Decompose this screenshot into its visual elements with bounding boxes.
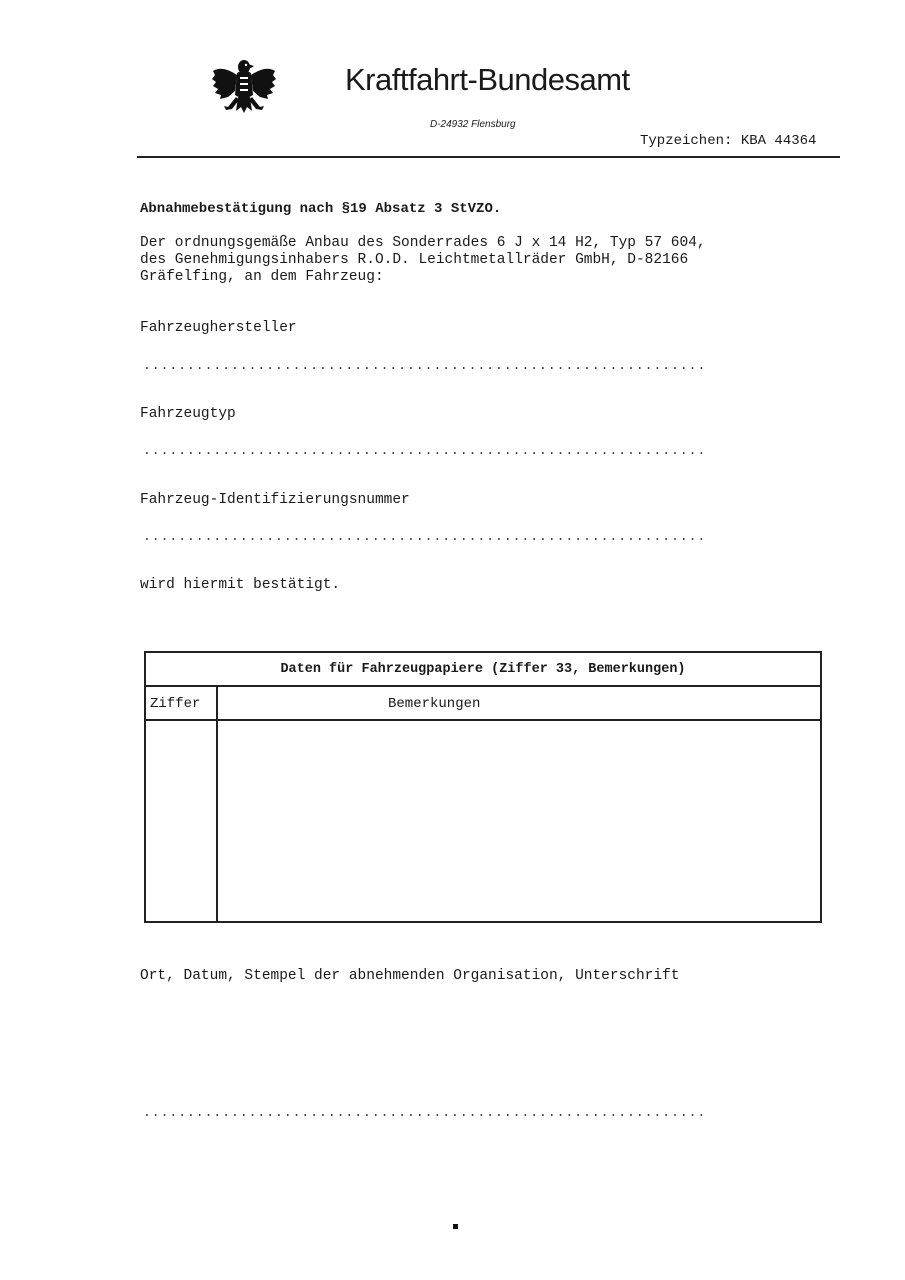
column-header-bemerkungen-label: Bemerkungen <box>388 696 481 712</box>
reference-number: Typzeichen: KBA 44364 <box>640 133 817 149</box>
table-title: Daten für Fahrzeugpapiere (Ziffer 33, Bemerkungen) <box>146 653 820 687</box>
field-label-manufacturer: Fahrzeughersteller <box>140 320 297 336</box>
intro-paragraph: Der ordnungsgemäße Anbau des Sonderrades 6 J x 14 H2, Typ 57 604, des Genehmigungsinhabers R.O.D. Leichtmetallräder GmbH, D-82166 Gräfelfing, an dem Fahrzeug: <box>140 235 706 285</box>
field-dotted-line-manufacturer: ................................................................ <box>143 358 707 373</box>
document-heading: Abnahmebestätigung nach §19 Absatz 3 StVZO. <box>140 201 502 217</box>
authority-name: Kraftfahrt-Bundesamt <box>345 62 630 97</box>
page-mark <box>453 1224 458 1229</box>
field-label-vin: Fahrzeug-Identifizierungsnummer <box>140 492 410 508</box>
field-label-vehicle-type: Fahrzeugtyp <box>140 406 236 422</box>
field-dotted-line-vehicle-type: ................................................................ <box>143 443 707 458</box>
column-header-bemerkungen <box>218 687 820 721</box>
authority-address: D-24932 Flensburg <box>430 119 516 130</box>
header-divider <box>137 156 840 158</box>
table-cell-ziffer <box>146 721 218 921</box>
field-dotted-line-vin: ................................................................ <box>143 529 707 544</box>
signature-label: Ort, Datum, Stempel der abnehmenden Organisation, Unterschrift <box>140 968 680 984</box>
table-cell-bemerkungen <box>218 721 820 921</box>
federal-eagle-icon <box>210 55 278 121</box>
column-header-ziffer: Ziffer <box>146 687 218 721</box>
confirmation-text: wird hiermit bestätigt. <box>140 577 341 593</box>
signature-dotted-line: ................................................................ <box>143 1105 707 1120</box>
vehicle-papers-table <box>144 651 822 923</box>
